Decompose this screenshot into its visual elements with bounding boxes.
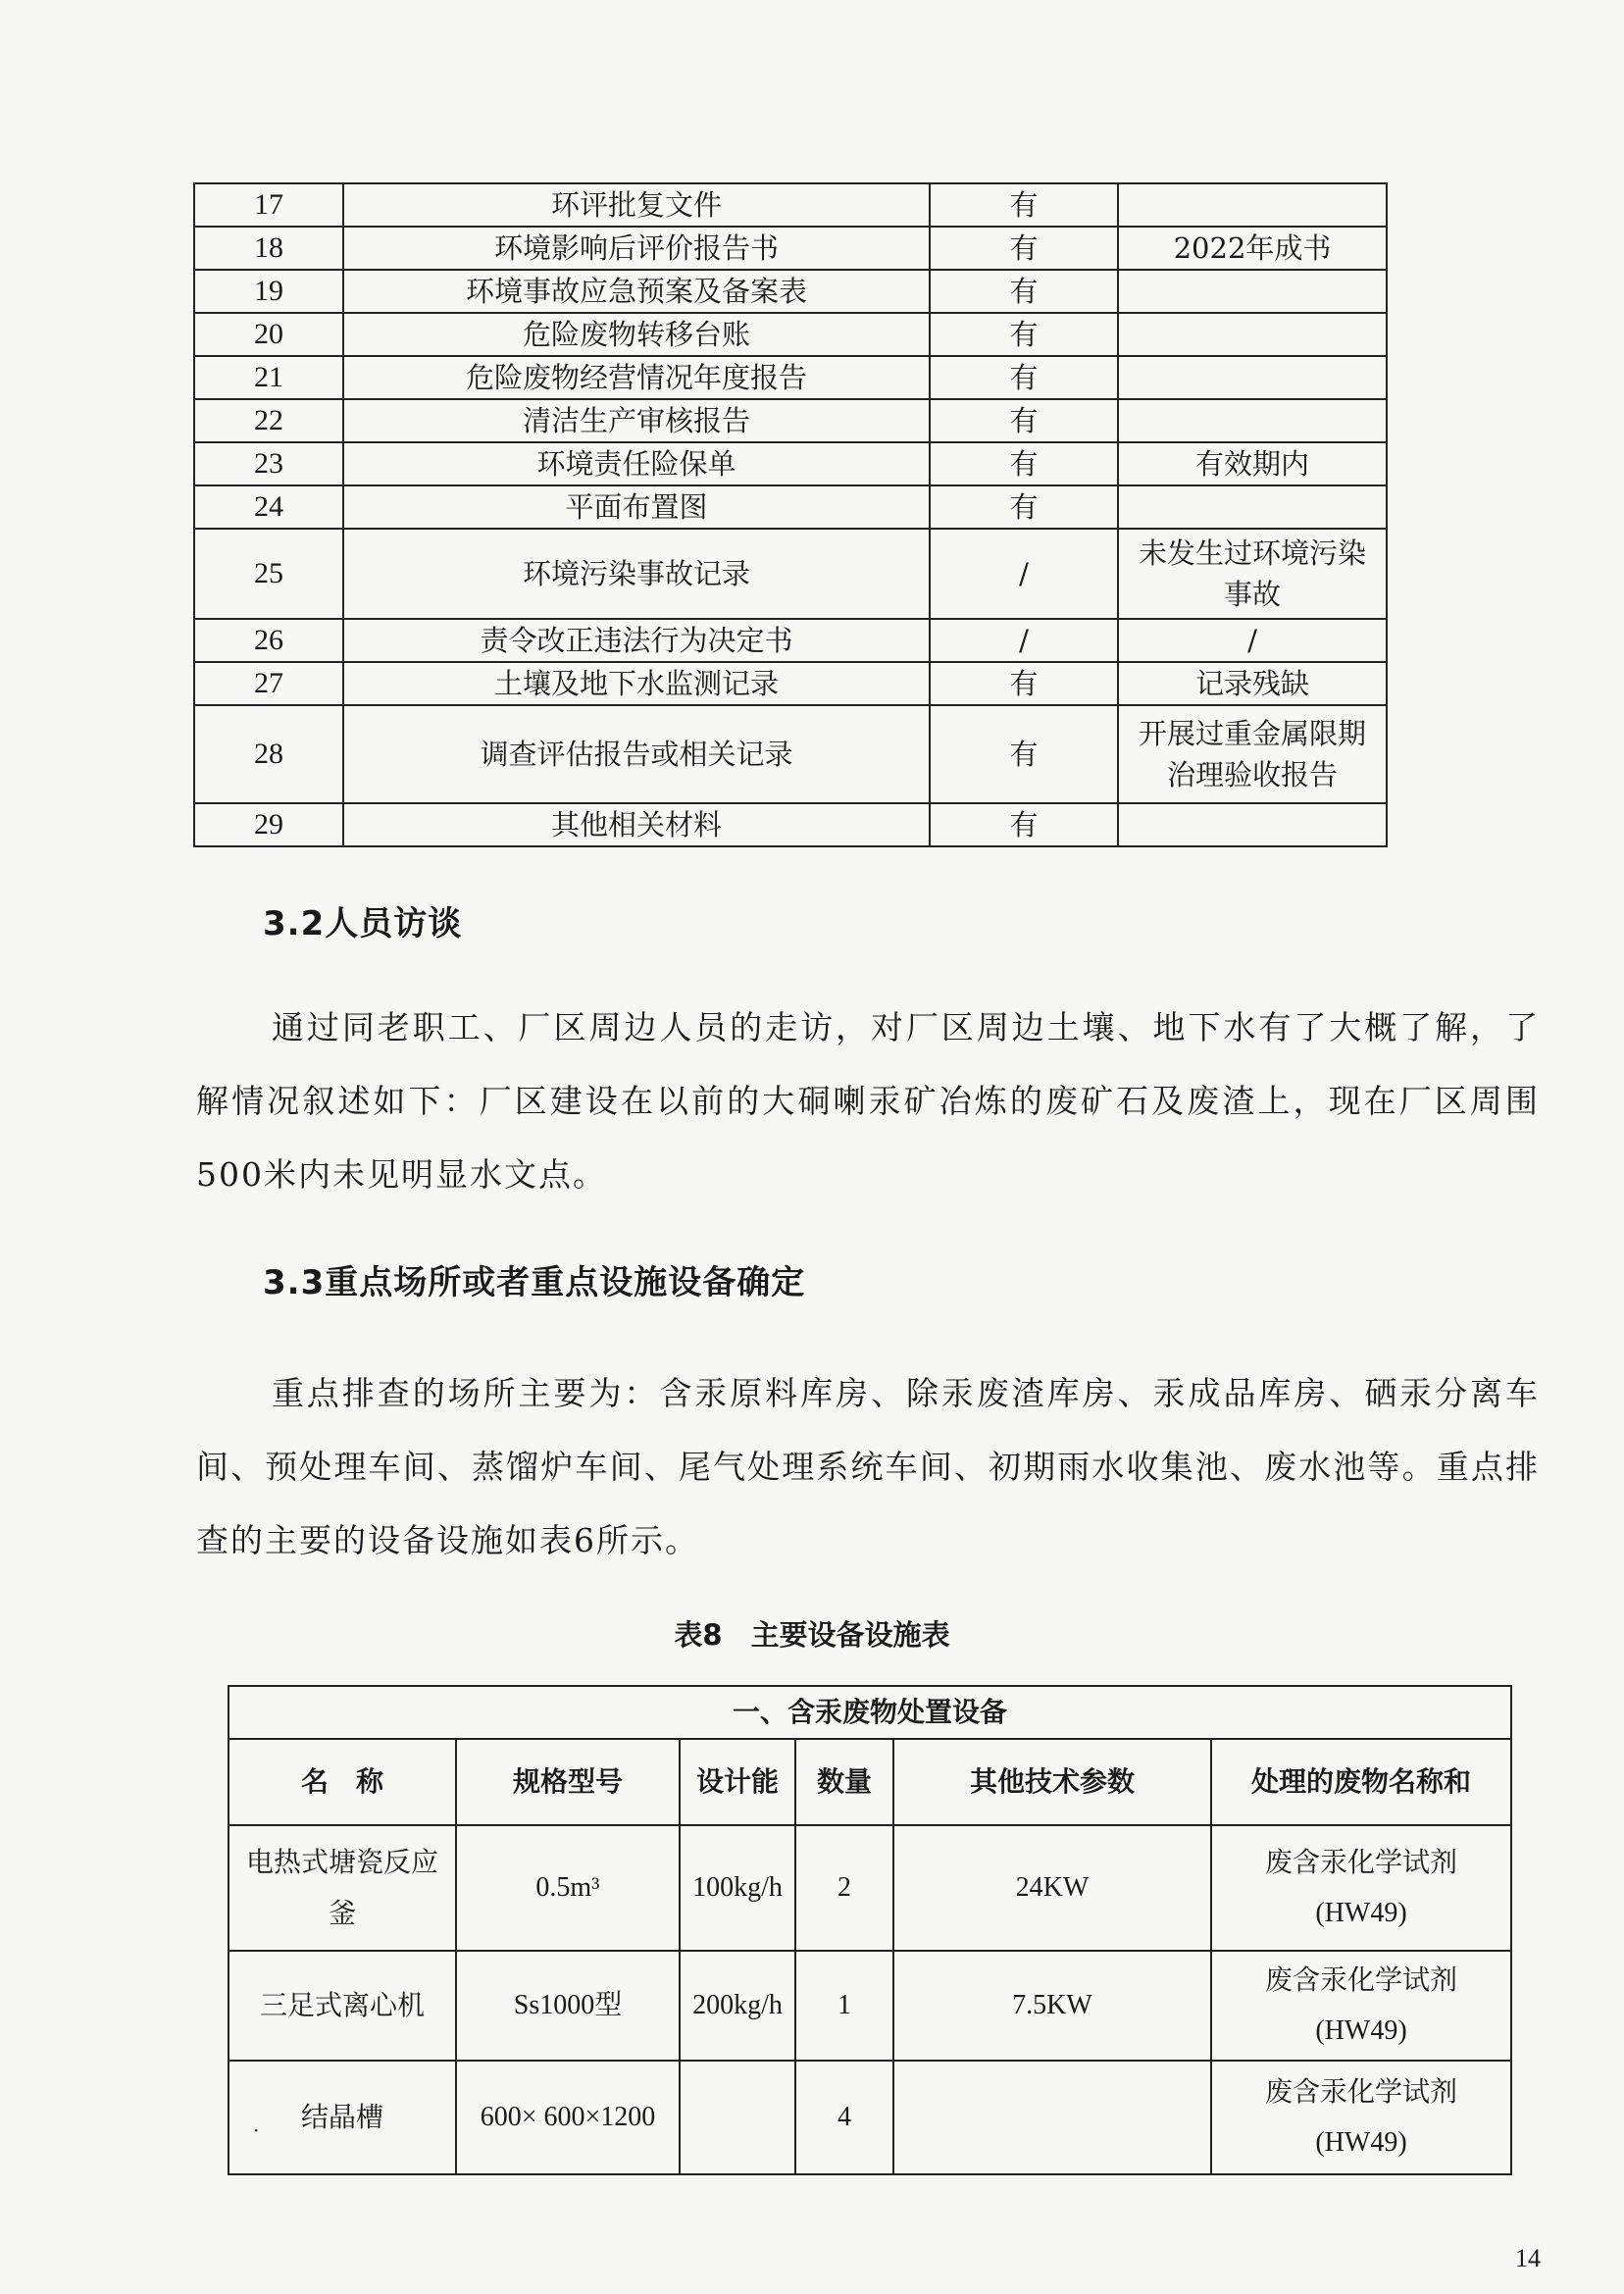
checklist-row — [194, 529, 1387, 619]
header-name: 名 称 — [228, 1739, 456, 1825]
table-caption: 表8 主要设备设施表 — [674, 1618, 950, 1652]
documents-checklist-table — [193, 182, 1388, 847]
checklist-row-status: 有 — [930, 442, 1118, 485]
checklist-row-status: 有 — [930, 313, 1118, 356]
checklist-row — [194, 313, 1387, 356]
section-heading-3-2: 3.2人员访谈 — [263, 904, 463, 943]
checklist-row-note — [1118, 356, 1387, 399]
checklist-row-number: 17 — [194, 183, 343, 227]
checklist-row — [194, 399, 1387, 442]
checklist-row-note — [1118, 803, 1387, 846]
checklist-row-name: 环境污染事故记录 — [343, 529, 930, 619]
checklist-row — [194, 662, 1387, 705]
page-number: 14 — [1515, 2244, 1541, 2272]
checklist-row-note: / — [1118, 619, 1387, 662]
equipment-group-title: 一、含汞废物处置设备 — [228, 1686, 1511, 1739]
checklist-row-note — [1118, 270, 1387, 313]
checklist-row-status: 有 — [930, 227, 1118, 270]
checklist-row-number: 19 — [194, 270, 343, 313]
header-qty: 数量 — [795, 1739, 893, 1825]
checklist-row — [194, 485, 1387, 529]
checklist-row-name: 调查评估报告或相关记录 — [343, 705, 930, 803]
stray-mark: · — [253, 2118, 260, 2142]
checklist-row-name: 其他相关材料 — [343, 803, 930, 846]
checklist-row-number: 20 — [194, 313, 343, 356]
equipment-group-row — [228, 1686, 1511, 1739]
checklist-row-number: 29 — [194, 803, 343, 846]
checklist-row-number: 23 — [194, 442, 343, 485]
equipment-row — [228, 2061, 1511, 2174]
equipment-capacity — [680, 2061, 795, 2174]
checklist-row-note: 记录残缺 — [1118, 662, 1387, 705]
checklist-row — [194, 803, 1387, 846]
checklist-row-name: 土壤及地下水监测记录 — [343, 662, 930, 705]
checklist-row-name: 环境事故应急预案及备案表 — [343, 270, 930, 313]
checklist-row-status: / — [930, 529, 1118, 619]
waste-code: (HW49) — [1315, 1898, 1407, 1928]
equipment-spec: Ss1000型 — [456, 1951, 680, 2061]
checklist-row-number: 28 — [194, 705, 343, 803]
equipment-params: 7.5KW — [893, 1951, 1211, 2061]
checklist-row — [194, 442, 1387, 485]
waste-code: (HW49) — [1315, 2015, 1407, 2046]
checklist-row-note — [1118, 183, 1387, 227]
checklist-row-status: 有 — [930, 399, 1118, 442]
checklist-row-name: 危险废物转移台账 — [343, 313, 930, 356]
header-waste: 处理的废物名称和 — [1211, 1739, 1511, 1825]
checklist-row-name: 平面布置图 — [343, 485, 930, 529]
checklist-row-number: 18 — [194, 227, 343, 270]
equipment-params — [893, 2061, 1211, 2174]
section-3-2-text: 通过同老职工、厂区周边人员的走访，对厂区周边土壤、地下水有了大概了解，了解情况叙述如下：厂区建设在以前的大硐喇汞矿冶炼的废矿石及废渣上，现在厂区周围500米内未见明显水文点。 — [196, 1008, 1540, 1194]
checklist-row-number: 21 — [194, 356, 343, 399]
checklist-row-note — [1118, 313, 1387, 356]
checklist-row-number: 26 — [194, 619, 343, 662]
checklist-row-number: 22 — [194, 399, 343, 442]
equipment-row — [228, 1825, 1511, 1951]
header-spec: 规格型号 — [456, 1739, 680, 1825]
checklist-row-status: 有 — [930, 705, 1118, 803]
checklist-row-status: 有 — [930, 356, 1118, 399]
checklist-row-status: 有 — [930, 183, 1118, 227]
checklist-row-status: 有 — [930, 485, 1118, 529]
checklist-row-number: 24 — [194, 485, 343, 529]
checklist-row-note — [1118, 399, 1387, 442]
checklist-row-name: 危险废物经营情况年度报告 — [343, 356, 930, 399]
checklist-row-name: 环境影响后评价报告书 — [343, 227, 930, 270]
equipment-qty: 2 — [795, 1825, 893, 1951]
checklist-row — [194, 270, 1387, 313]
equipment-table — [228, 1685, 1512, 2175]
equipment-qty: 1 — [795, 1951, 893, 2061]
section-3-3-text: 重点排查的场所主要为：含汞原料库房、除汞废渣库房、汞成品库房、硒汞分离车间、预处理车间、蒸馏炉车间、尾气处理系统车间、初期雨水收集池、废水池等。重点排查的主要的设备设施如表6所示。 — [196, 1374, 1540, 1559]
checklist-row-note: 2022年成书 — [1118, 227, 1387, 270]
waste-name: 废含汞化学试剂 — [1265, 2075, 1458, 2108]
equipment-name: 结晶槽 — [228, 2061, 456, 2174]
section-heading-3-3: 3.3重点场所或者重点设施设备确定 — [263, 1263, 806, 1302]
checklist-row-note — [1118, 485, 1387, 529]
header-params: 其他技术参数 — [893, 1739, 1211, 1825]
header-capacity: 设计能 — [680, 1739, 795, 1825]
checklist-row — [194, 227, 1387, 270]
checklist-row-status: 有 — [930, 662, 1118, 705]
checklist-row-number: 27 — [194, 662, 343, 705]
equipment-waste — [1211, 1951, 1511, 2061]
equipment-spec: 600× 600×1200 — [456, 2061, 680, 2174]
checklist-row-status: 有 — [930, 270, 1118, 313]
equipment-name: 电热式塘瓷反应釜 — [228, 1825, 456, 1951]
checklist-row-name: 清洁生产审核报告 — [343, 399, 930, 442]
equipment-params: 24KW — [893, 1825, 1211, 1951]
waste-name: 废含汞化学试剂 — [1265, 1963, 1458, 1996]
checklist-row-number: 25 — [194, 529, 343, 619]
equipment-capacity: 200kg/h — [680, 1951, 795, 2061]
equipment-qty: 4 — [795, 2061, 893, 2174]
checklist-row-note: 未发生过环境污染事故 — [1118, 529, 1387, 619]
equipment-name: 三足式离心机 — [228, 1951, 456, 2061]
checklist-row — [194, 356, 1387, 399]
checklist-row-status: 有 — [930, 803, 1118, 846]
checklist-row-note: 开展过重金属限期治理验收报告 — [1118, 705, 1387, 803]
checklist-row-note: 有效期内 — [1118, 442, 1387, 485]
equipment-header-row — [228, 1739, 1511, 1825]
equipment-spec: 0.5m³ — [456, 1825, 680, 1951]
waste-name: 废含汞化学试剂 — [1265, 1846, 1458, 1878]
section-3-2-paragraph — [196, 991, 1540, 1211]
checklist-row — [194, 705, 1387, 803]
checklist-row-name: 责令改正违法行为决定书 — [343, 619, 930, 662]
waste-code: (HW49) — [1315, 2127, 1407, 2158]
equipment-waste — [1211, 1825, 1511, 1951]
checklist-row-name: 环境责任险保单 — [343, 442, 930, 485]
checklist-row — [194, 183, 1387, 227]
equipment-capacity: 100kg/h — [680, 1825, 795, 1951]
equipment-waste — [1211, 2061, 1511, 2174]
section-3-3-paragraph — [196, 1356, 1540, 1577]
checklist-row-name: 环评批复文件 — [343, 183, 930, 227]
checklist-row — [194, 619, 1387, 662]
equipment-row — [228, 1951, 1511, 2061]
checklist-row-status: / — [930, 619, 1118, 662]
